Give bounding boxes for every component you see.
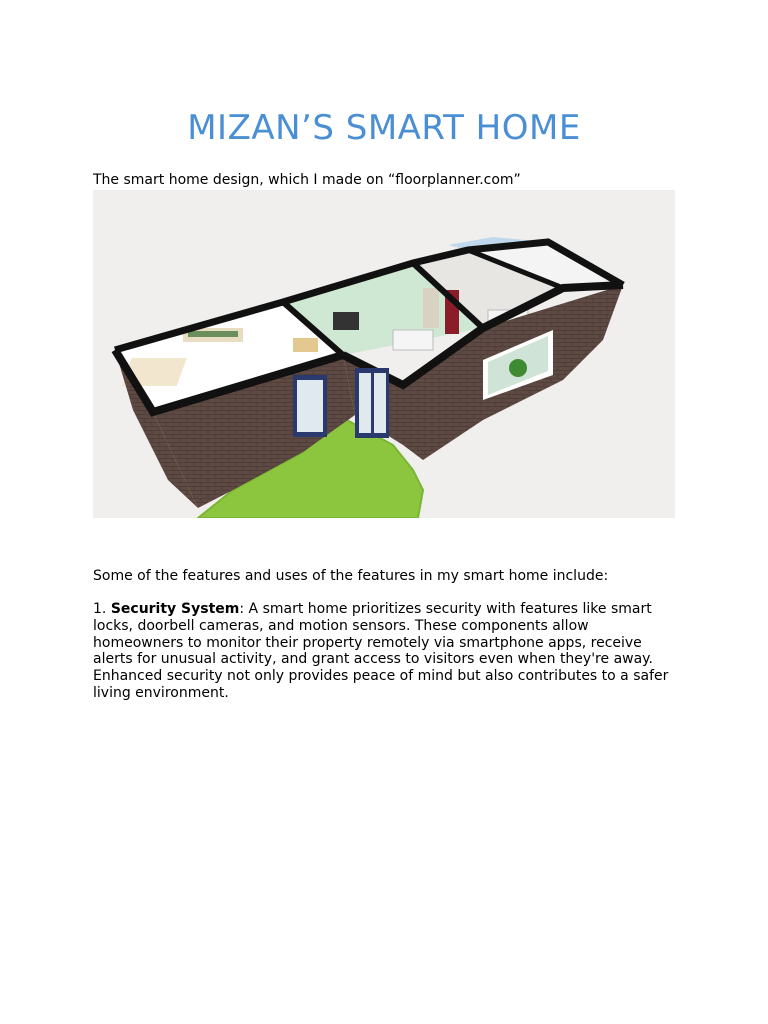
feature-number: 1. [93,601,107,617]
floorplan-3d-image [93,190,675,518]
feature-name: Security System [110,601,240,617]
image-caption: The smart home design, which I made on “floorplanner.com” [93,172,521,188]
feature-item-security-system [93,601,673,702]
features-intro: Some of the features and uses of the features in my smart home include: [93,568,609,584]
feature-description: : A smart home prioritizes security with features like smart locks, doorbell cameras, and motion sensors. These components allow homeowners to monitor their property remotely via smartphone apps, receive alerts for unusual activity, and grant access to visitors even when they're away. Enhanced security not only provides peace of mind but also contributes to a safer living environment. [93,601,669,701]
document-title: MIZAN’S SMART HOME [187,108,581,148]
